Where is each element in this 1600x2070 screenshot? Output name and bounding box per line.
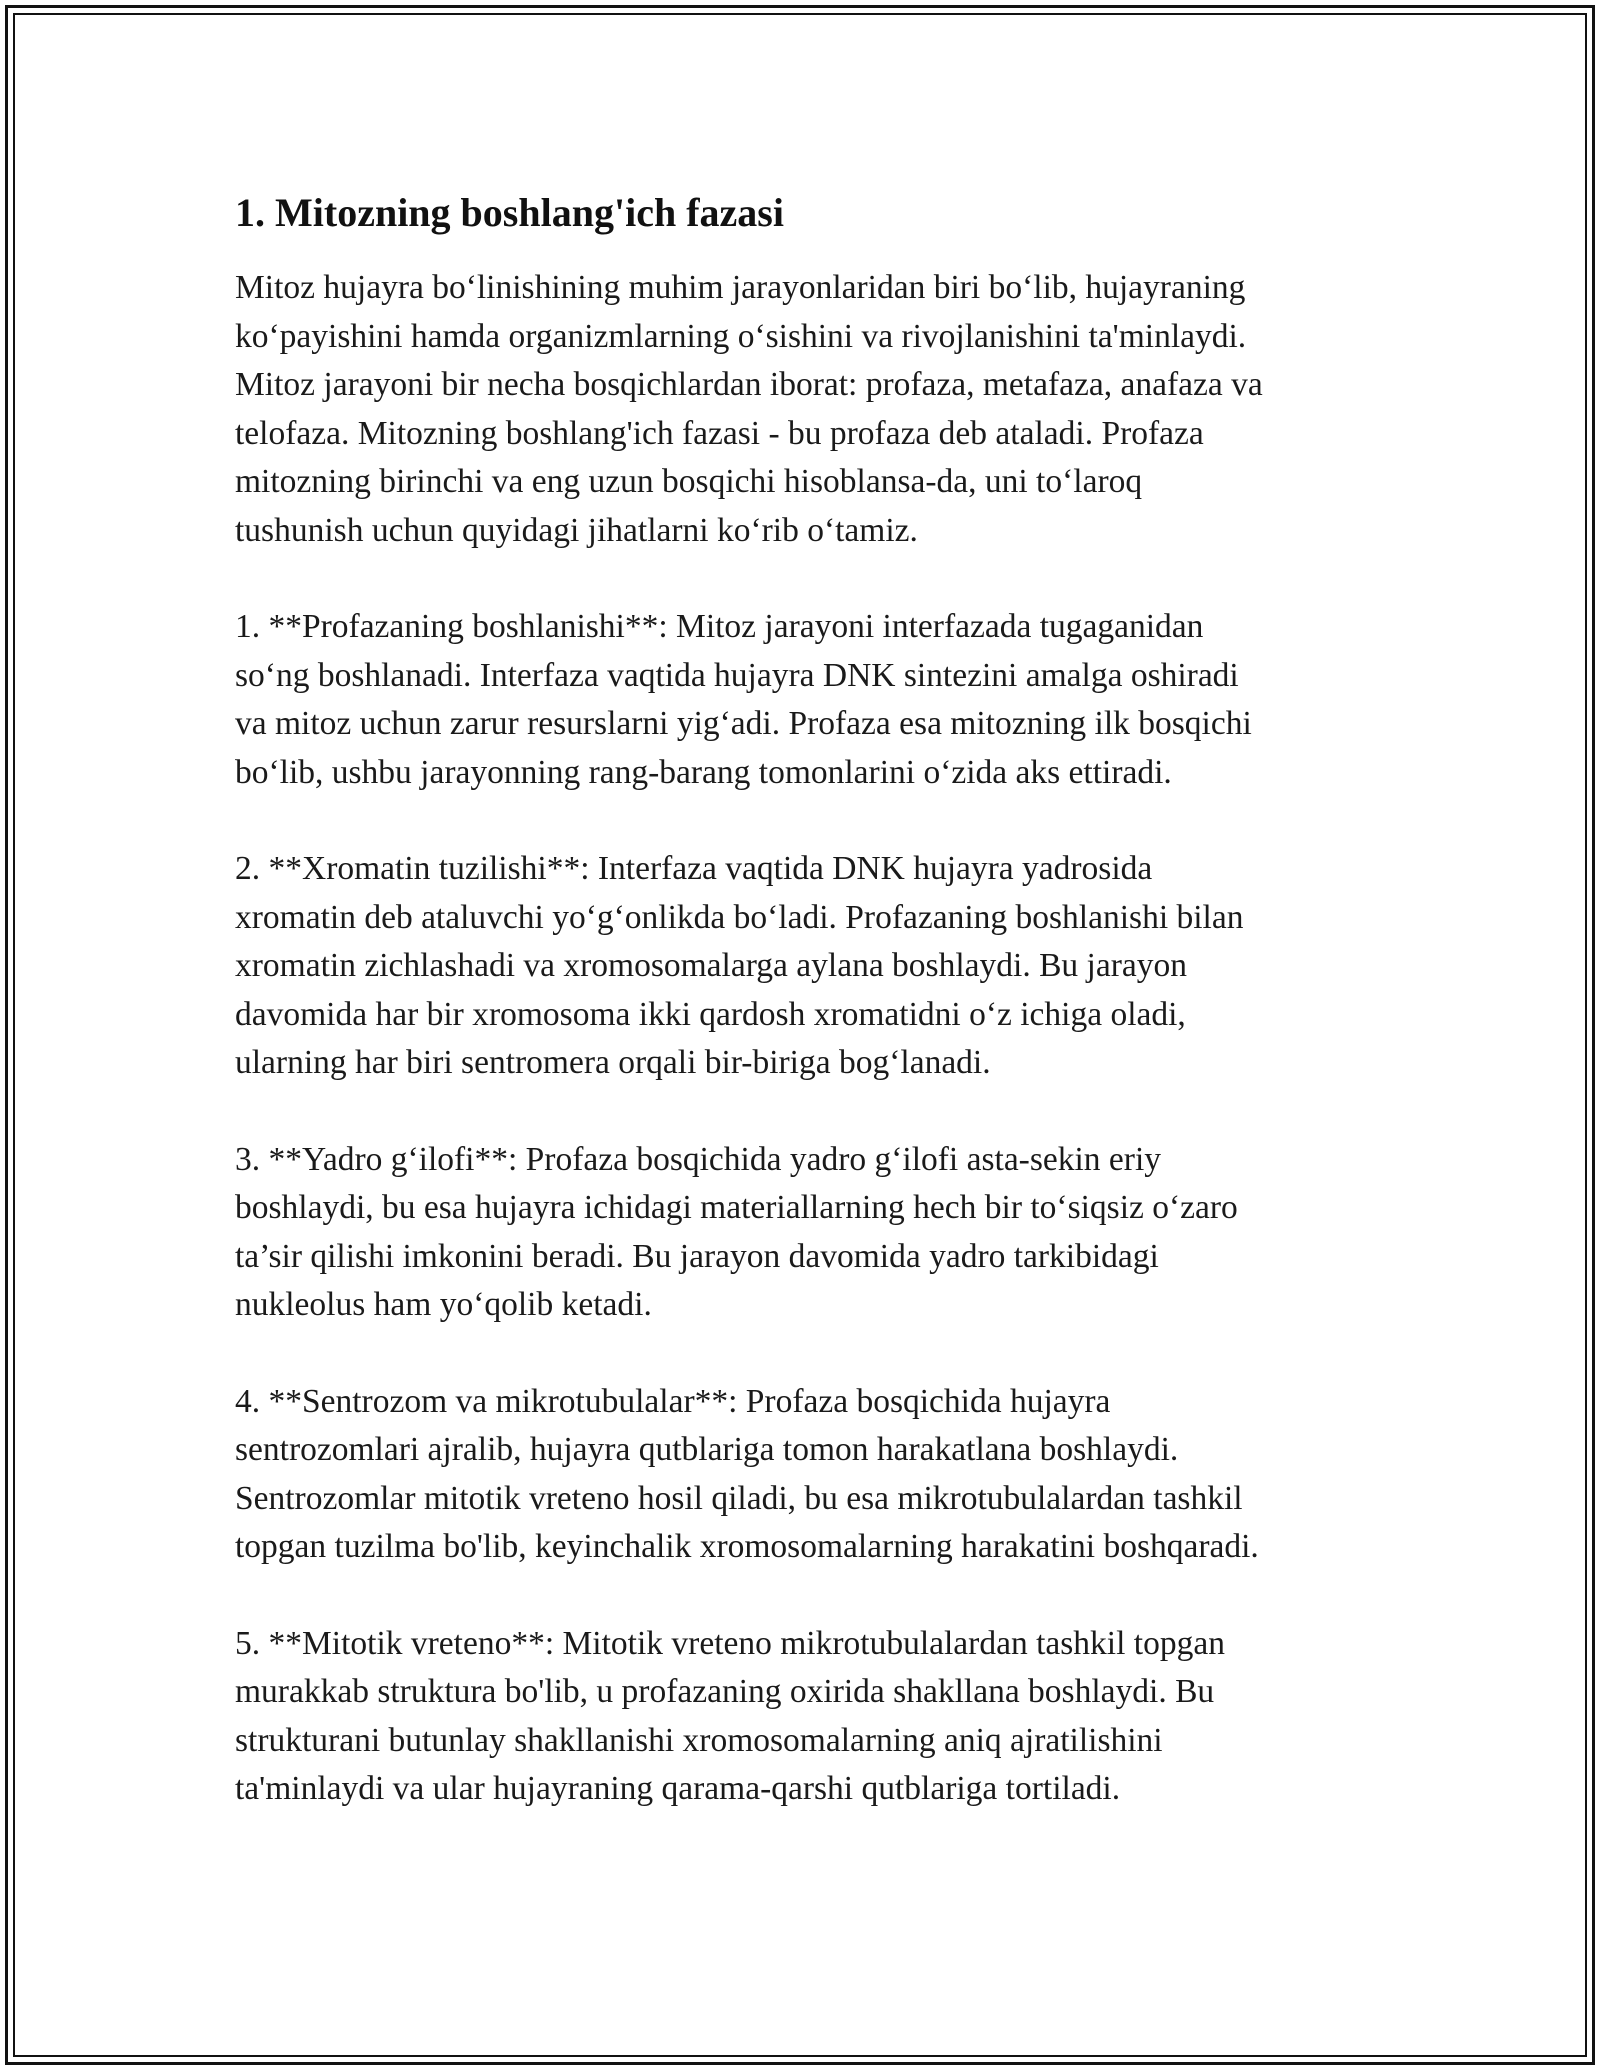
document-body xyxy=(235,186,1375,1862)
document-title: 1. Mitozning boshlang'ich fazasi xyxy=(235,190,784,235)
paragraph-nuclear-envelope: 3. **Yadro g‘ilofi**: Profaza bosqichida yadro g‘ilofi asta-sekin eriy boshlaydi, bu esa hujayra ichidagi materiallarning hech bir to‘siqsiz o‘zaro ta’sir qilishi imkonini beradi. Bu jarayon davomida yadro tarkibidagi nukleolus ham yo‘qolib ketadi. xyxy=(235,1140,1238,1323)
paragraph-intro: Mitoz hujayra bo‘linishining muhim jarayonlaridan biri bo‘lib, hujayraning ko‘payishini hamda organizmlarning o‘sishini va rivojlanishini ta'minlaydi. Mitoz jarayoni bir necha bosqichlardan iborat: profaza, metafaza, anafaza va telofaza. Mitozning boshlang'ich fazasi - bu profaza deb ataladi. Profaza mitozning birinchi va eng uzun bosqichi hisoblansa-da, uni to‘laroq tushunish uchun quyidagi jihatlarni ko‘rib o‘tamiz. xyxy=(235,269,1263,549)
paragraph-centrosome: 4. **Sentrozom va mikrotubulalar**: Profaza bosqichida hujayra sentrozomlari ajralib, hujayra qutblariga tomon harakatlana boshlaydi. Sentrozomlar mitotik vreteno hosil qiladi, bu esa mikrotubulalardan tashkil topgan tuzilma bo'lib, keyinchalik xromosomalarning harakatini boshqaradi. xyxy=(235,1382,1259,1565)
paragraph-spindle: 5. **Mitotik vreteno**: Mitotik vreteno mikrotubulalardan tashkil topgan murakkab struktura bo'lib, u profazaning oxirida shakllana boshlaydi. Bu strukturani butunlay shakllanishi xromosomalarning aniq ajratilishini ta'minlaydi va ular hujayraning qarama-qarshi qutblariga tortiladi. xyxy=(235,1624,1225,1807)
paragraph-chromatin: 2. **Xromatin tuzilishi**: Interfaza vaqtida DNK hujayra yadrosida xromatin deb ataluvchi yo‘g‘onlikda bo‘ladi. Profazaning boshlanishi bilan xromatin zichlashadi va xromosomalarga aylana boshlaydi. Bu jarayon davomida har bir xromosoma ikki qardosh xromatidni o‘z ichiga oladi, ularning har biri sentromera orqali bir-biriga bog‘lanadi. xyxy=(235,850,1244,1081)
paragraph-profaza-start: 1. **Profazaning boshlanishi**: Mitoz jarayoni interfazada tugaganidan so‘ng boshlanadi. Interfaza vaqtida hujayra DNK sintezini amalga oshiradi va mitoz uchun zarur resurslarni yig‘adi. Profaza esa mitozning ilk bosqichi bo‘lib, ushbu jarayonning rang-barang tomonlarini o‘zida aks ettiradi. xyxy=(235,608,1252,791)
